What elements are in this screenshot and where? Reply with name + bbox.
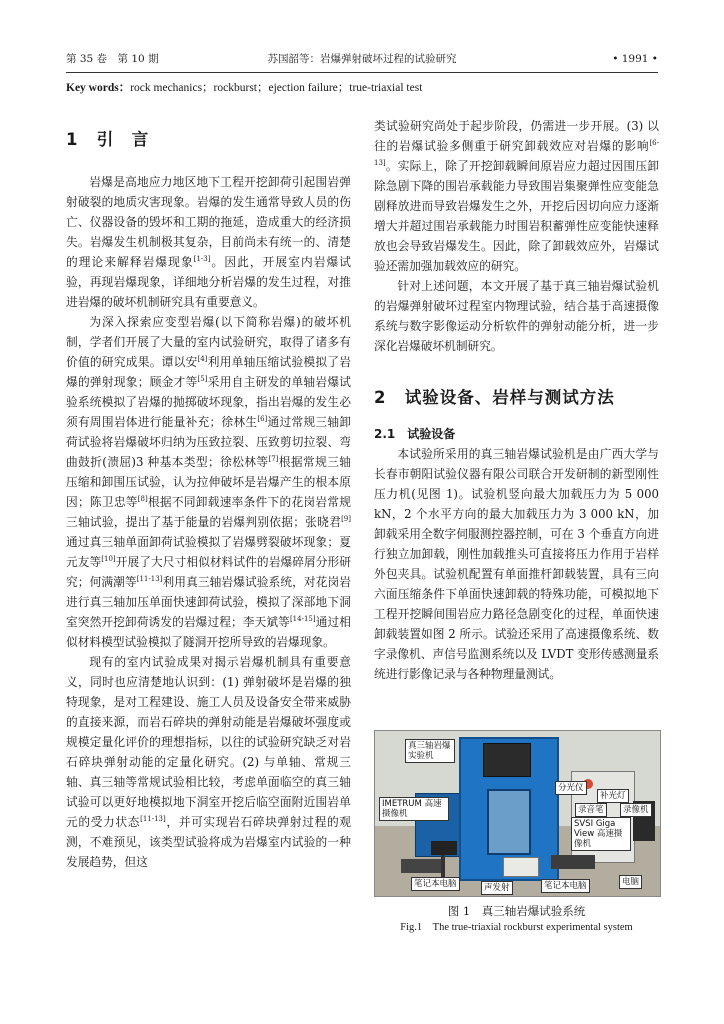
volume-issue: 第 35 卷 第 10 期: [66, 53, 159, 65]
machine-loading-chamber: [487, 789, 531, 855]
laptop-left: [401, 859, 441, 873]
equipment-paragraph: 本试验所采用的真三轴岩爆试验机是由广西大学与长春市朝阳试验仪器有限公司联合开发研制的新型刚性压力机(见图 1)。试验机竖向最大加载压力为 5 000 kN，2 个水平方向的最大加载压力为 3 000 kN，加卸载采用全数字伺服测控器控制，可在 3 个垂直方向进行独立加卸载，刚性加载推头可直接将压力作用于岩样外包夹具。试验机配置有单面推杆卸载装置，具有三向六面压缩条件下单面快速卸载的特殊功能，可模拟地下工程开挖瞬间围岩应力路径急剧变化的过程，单面快速卸载装置如图 2 所示。试验还采用了高速摄像系统、数字录像机、声信号监测系统以及 LVDT 变形传感测量系统进行影像记录与各种物理量测试。: [374, 447, 659, 681]
label-acoustic-emission: 声发射: [481, 881, 513, 895]
figure-1-caption-chinese: 图 1 真三轴岩爆试验系统: [447, 904, 586, 918]
intro-paragraph-3-continued: 类试验研究尚处于起步阶段，仍需进一步开展。(3) 以往的岩爆试验多侧重于研究卸载效应对岩爆的影响[6-13]。实际上，除了开挖卸载瞬间原岩应力超过因围压卸除急剧下降的围岩承载能力导致围岩集聚弹性应变能急剧释放进而导致岩爆发生之外，开挖后因切向应力逐渐增大并超过围岩承载能力时围岩积蓄弹性应变能快速释放也会导致岩爆发生。因此，除了卸载效应外，岩爆试验还需加强加载效应的研究。: [374, 119, 659, 273]
label-laptop-left: 笔记本电脑: [411, 877, 460, 891]
section-2-number: 2: [374, 388, 387, 407]
label-svsi-camera: SVSI Giga View 高速摄像机: [571, 817, 631, 851]
keywords-line: [66, 80, 658, 96]
label-machine: 真三轴岩爆实验机: [405, 739, 455, 763]
label-laptop-right: 笔记本电脑: [541, 879, 590, 893]
figure-1-photo: [374, 730, 661, 897]
label-voice-recorder: 录音笔: [575, 803, 607, 817]
section-2-heading: [374, 388, 659, 408]
machine-display-panel: [483, 743, 531, 777]
section-1-number: 1: [66, 130, 79, 149]
label-spectrometer: 分光仪: [555, 781, 587, 795]
section-1-title: 引 言: [96, 130, 150, 149]
label-imetrum-camera: IMETRUM 高速摄像机: [379, 797, 449, 821]
label-computer: 电脑: [619, 875, 642, 889]
laptop-right: [551, 855, 595, 869]
figure-1-caption-english: Fig.1 The true-triaxial rockburst experimental system: [400, 922, 633, 933]
running-header: [66, 51, 658, 73]
left-column: [66, 116, 351, 872]
high-speed-camera: [431, 841, 457, 855]
keywords-label: Key words：: [66, 82, 131, 94]
right-column: [374, 116, 659, 684]
label-video-recorder: 录像机: [620, 803, 652, 817]
intro-paragraph-3: 现有的室内试验成果对揭示岩爆机制具有重要意义，同时也应清楚地认识到：(1) 弹射破坏是岩爆的独特现象，是对工程建设、施工人员及设备安全带来威胁的直接来源，而岩石碎块的弹射动能是岩爆破坏强度或规模定量化评价的理想指标，以往的试验研究缺乏对岩石碎块弹射动能的定量化研究。(2) 与单轴、常规三轴、真三轴等常规试验相比较，考虑单面临空的真三轴试验可以更好地模拟地下洞室开挖后临空面附近围岩单元的受力状态[11-13]，并可实现岩石碎块弹射过程的观测，不难预见，该类型试验将成为岩爆室内试验的一种发展趋势，但这: [66, 655, 351, 869]
intro-paragraph-2: 为深入探索应变型岩爆(以下简称岩爆)的破坏机制，学者们开展了大量的室内试验研究，取得了诸多有价值的研究成果。谭以安[4]利用单轴压缩试验模拟了岩爆的弹射现象；顾金才等[5]采用自主研发的单轴岩爆试验系统模拟了岩爆的抛掷破坏现象，指出岩爆的发生必须有周围岩体进行能量补充；徐林生[6]通过常规三轴卸荷试验将岩爆破坏归纳为压致拉裂、压致剪切拉裂、弯曲鼓折(溃屈)3 种基本类型；徐松林等[7]根据常规三轴压缩和卸围压试验，认为拉伸破坏是岩爆产生的根本原因；陈卫忠等[8]根据不同卸载速率条件下的花岗岩常规三轴试验，提出了基于能量的岩爆判别依据；张晓君[9]通过真三轴单面卸荷试验模拟了岩爆劈裂破坏现象；夏元友等[10]开展了大尺寸相似材料试件的岩爆碎屑分形研究；何满潮等[11-13]利用真三轴岩爆试验系统，对花岗岩进行真三轴加压单面快速卸荷试验，模拟了深部地下洞室突然开挖卸荷诱发的岩爆过程；李天斌等[14-15]通过相似材料模型试验模拟了隧洞开挖所导致的岩爆现象。: [66, 315, 351, 649]
subsection-2-1-heading: 2.1 试验设备: [374, 427, 456, 441]
page-number: • 1991 •: [612, 53, 658, 65]
keywords-text: rock mechanics；rockburst；ejection failure；true-triaxial test: [130, 82, 423, 94]
intro-paragraph-4: 针对上述问题，本文开展了基于真三轴岩爆试验机的岩爆弹射破坏过程室内物理试验，结合基于高速摄像系统与数字影像运动分析软件的弹射动能分析，进一步深化岩爆破坏机制研究。: [374, 279, 659, 353]
article-running-title: 苏国韶等：岩爆弹射破坏过程的试验研究: [267, 53, 457, 65]
label-fill-light: 补光灯: [597, 789, 629, 803]
section-1-heading: [66, 130, 351, 150]
acoustic-emission-box: [503, 857, 539, 877]
section-2-title: 试验设备、岩样与测试方法: [404, 388, 615, 407]
intro-paragraph-1: 岩爆是高地应力地区地下工程开挖卸荷引起围岩弹射破裂的地质灾害现象。岩爆的发生通常导致人员的伤亡、仪器设备的毁坏和工期的拖延，造成重大的经济损失。岩爆发生机制极其复杂，目前尚未有统一的、清楚的理论来解释岩爆现象[1-3]。因此，开展室内岩爆试验，再现岩爆现象，详细地分析岩爆的发生过程，对推进岩爆的破坏机制研究具有重要意义。: [66, 175, 351, 309]
